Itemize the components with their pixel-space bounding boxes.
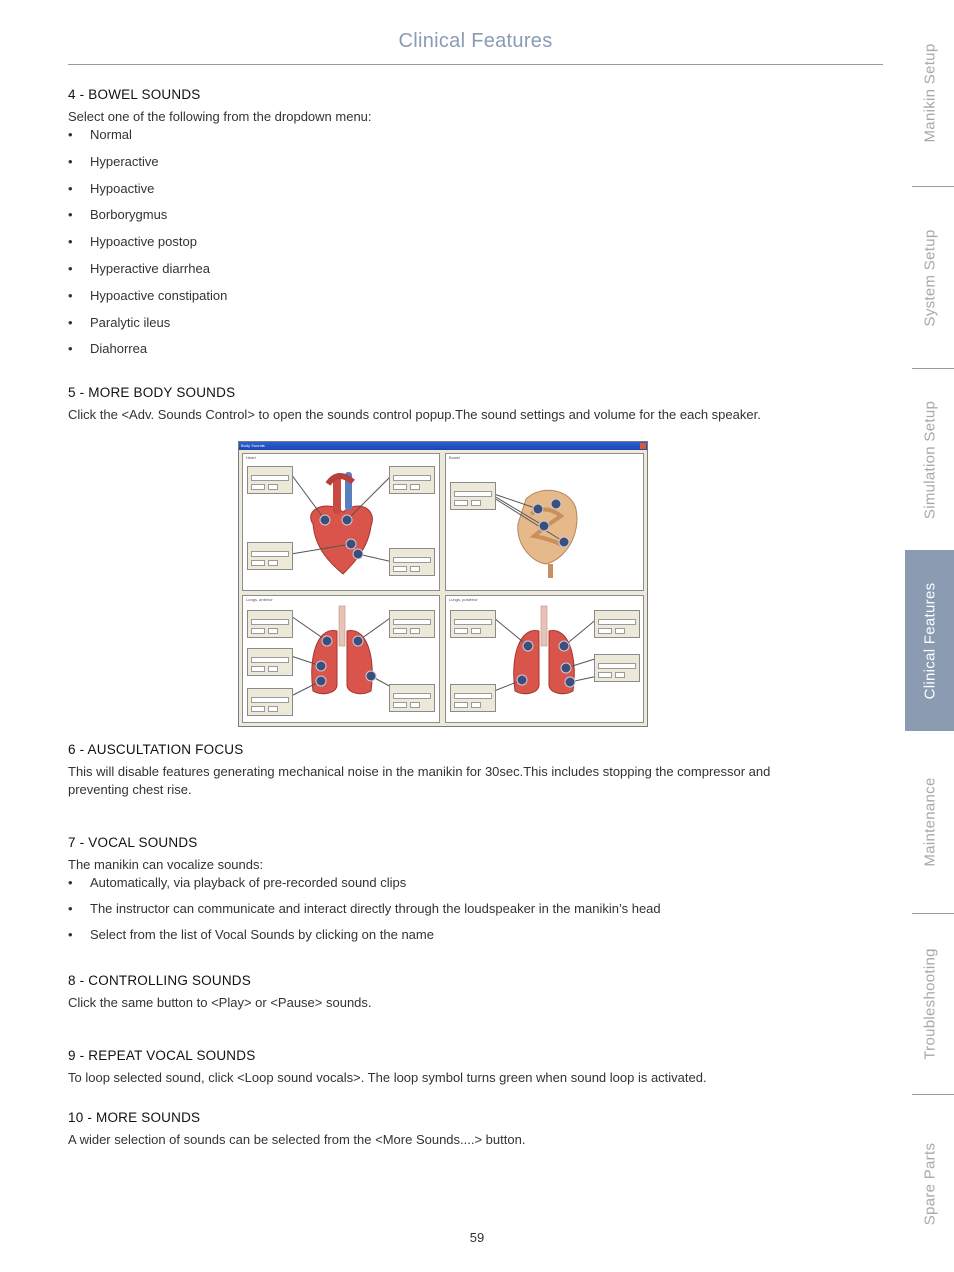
speaker-control	[450, 610, 496, 638]
tab-label: Maintenance	[921, 777, 938, 867]
list-item: • Borborygmus	[68, 206, 858, 233]
tab-label: Manikin Setup	[921, 43, 938, 143]
speaker-control	[594, 610, 640, 638]
page-title: Clinical Features	[398, 30, 553, 52]
vocal-sound-list	[68, 874, 858, 952]
list-item: • Hyperactive diarrhea	[68, 260, 858, 287]
speaker-control	[450, 482, 496, 510]
section-heading: 9 - REPEAT VOCAL SOUNDS	[68, 1048, 256, 1063]
speaker-control	[450, 684, 496, 712]
section-auscultation-focus	[68, 741, 858, 799]
list-item: • Automatically, via playback of pre-recorded sound clips	[68, 874, 858, 900]
section-text: To loop selected sound, click <Loop sound vocals>. The loop symbol turns green when sound loop is activated.	[68, 1070, 707, 1085]
list-item: • Hypoactive	[68, 180, 858, 207]
list-item: • Hypoactive postop	[68, 233, 858, 260]
panel-label: Heart	[246, 455, 256, 460]
list-item: • Diahorrea	[68, 340, 858, 367]
tab-divider	[912, 368, 954, 369]
bowel-panel	[445, 453, 644, 591]
bowel-sound-list	[68, 126, 858, 367]
section-heading: 6 - AUSCULTATION FOCUS	[68, 742, 244, 757]
speaker-control	[247, 610, 293, 638]
header-rule	[68, 64, 883, 65]
speaker-control	[247, 648, 293, 676]
heart-panel	[242, 453, 440, 591]
list-item: • Select from the list of Vocal Sounds by clicking on the name	[68, 926, 858, 952]
section-text: This will disable features generating mechanical noise in the manikin for 30sec.This includes stopping the compressor and preventing chest rise.	[68, 764, 771, 797]
section-intro: The manikin can vocalize sounds:	[68, 857, 264, 872]
close-icon	[640, 443, 646, 449]
tab-maintenance[interactable]	[905, 731, 954, 913]
section-heading: 8 - CONTROLLING SOUNDS	[68, 973, 251, 988]
list-item: • Paralytic ileus	[68, 314, 858, 341]
tab-divider	[912, 913, 954, 914]
list-item: • Hyperactive	[68, 153, 858, 180]
section-intro: Select one of the following from the dropdown menu:	[68, 109, 372, 124]
tab-divider	[912, 186, 954, 187]
speaker-control	[389, 610, 435, 638]
lungs-posterior-panel	[445, 595, 644, 723]
tab-label: Troubleshooting	[921, 948, 938, 1060]
section-heading: 4 - BOWEL SOUNDS	[68, 87, 201, 102]
tab-label: Clinical Features	[921, 582, 938, 699]
tab-clinical-features[interactable]	[905, 550, 954, 731]
speaker-control	[389, 548, 435, 576]
speaker-control	[247, 542, 293, 570]
speaker-control	[247, 466, 293, 494]
section-text: Click the same button to <Play> or <Pause> sounds.	[68, 995, 372, 1010]
tab-label: Spare Parts	[921, 1142, 938, 1225]
tab-manikin-setup[interactable]	[905, 0, 954, 186]
panel-label: Lungs, posterior	[449, 597, 478, 602]
tab-spare-parts[interactable]	[905, 1095, 954, 1272]
section-more-body-sounds	[68, 384, 858, 424]
window-titlebar	[239, 442, 647, 450]
tab-label: Simulation Setup	[921, 400, 938, 519]
page-number: 59	[469, 1230, 485, 1245]
list-item: • Hypoactive constipation	[68, 287, 858, 314]
body-sounds-screenshot	[238, 441, 648, 727]
panel-label: Lungs, anterior	[246, 597, 273, 602]
section-heading: 5 - MORE BODY SOUNDS	[68, 385, 236, 400]
section-text: A wider selection of sounds can be selected from the <More Sounds....> button.	[68, 1132, 526, 1147]
window-title: Body Sounds	[241, 443, 265, 448]
list-item: • Normal	[68, 126, 858, 153]
list-item: • The instructor can communicate and interact directly through the loudspeaker in the manikin’s head	[68, 900, 858, 926]
speaker-control	[594, 654, 640, 682]
section-more-sounds	[68, 1109, 858, 1149]
bowel-illustration	[446, 454, 643, 590]
lungs-anterior-panel	[242, 595, 440, 723]
section-bowel-sounds	[68, 86, 858, 367]
section-heading: 10 - MORE SOUNDS	[68, 1110, 201, 1125]
tab-divider	[912, 1094, 954, 1095]
speaker-control	[389, 684, 435, 712]
chapter-sidebar	[905, 0, 954, 1272]
tab-system-setup[interactable]	[905, 187, 954, 368]
speaker-control	[389, 466, 435, 494]
section-heading: 7 - VOCAL SOUNDS	[68, 835, 198, 850]
section-controlling-sounds	[68, 972, 858, 1012]
tab-simulation-setup[interactable]	[905, 369, 954, 550]
section-vocal-sounds	[68, 834, 858, 952]
tab-label: System Setup	[921, 229, 938, 326]
section-repeat-vocal-sounds	[68, 1047, 858, 1087]
speaker-control	[247, 688, 293, 716]
section-text: Click the <Adv. Sounds Control> to open the sounds control popup.The sound settings and volume for the each speaker.	[68, 407, 761, 422]
tab-troubleshooting[interactable]	[905, 914, 954, 1094]
panel-label: Bowel	[449, 455, 460, 460]
